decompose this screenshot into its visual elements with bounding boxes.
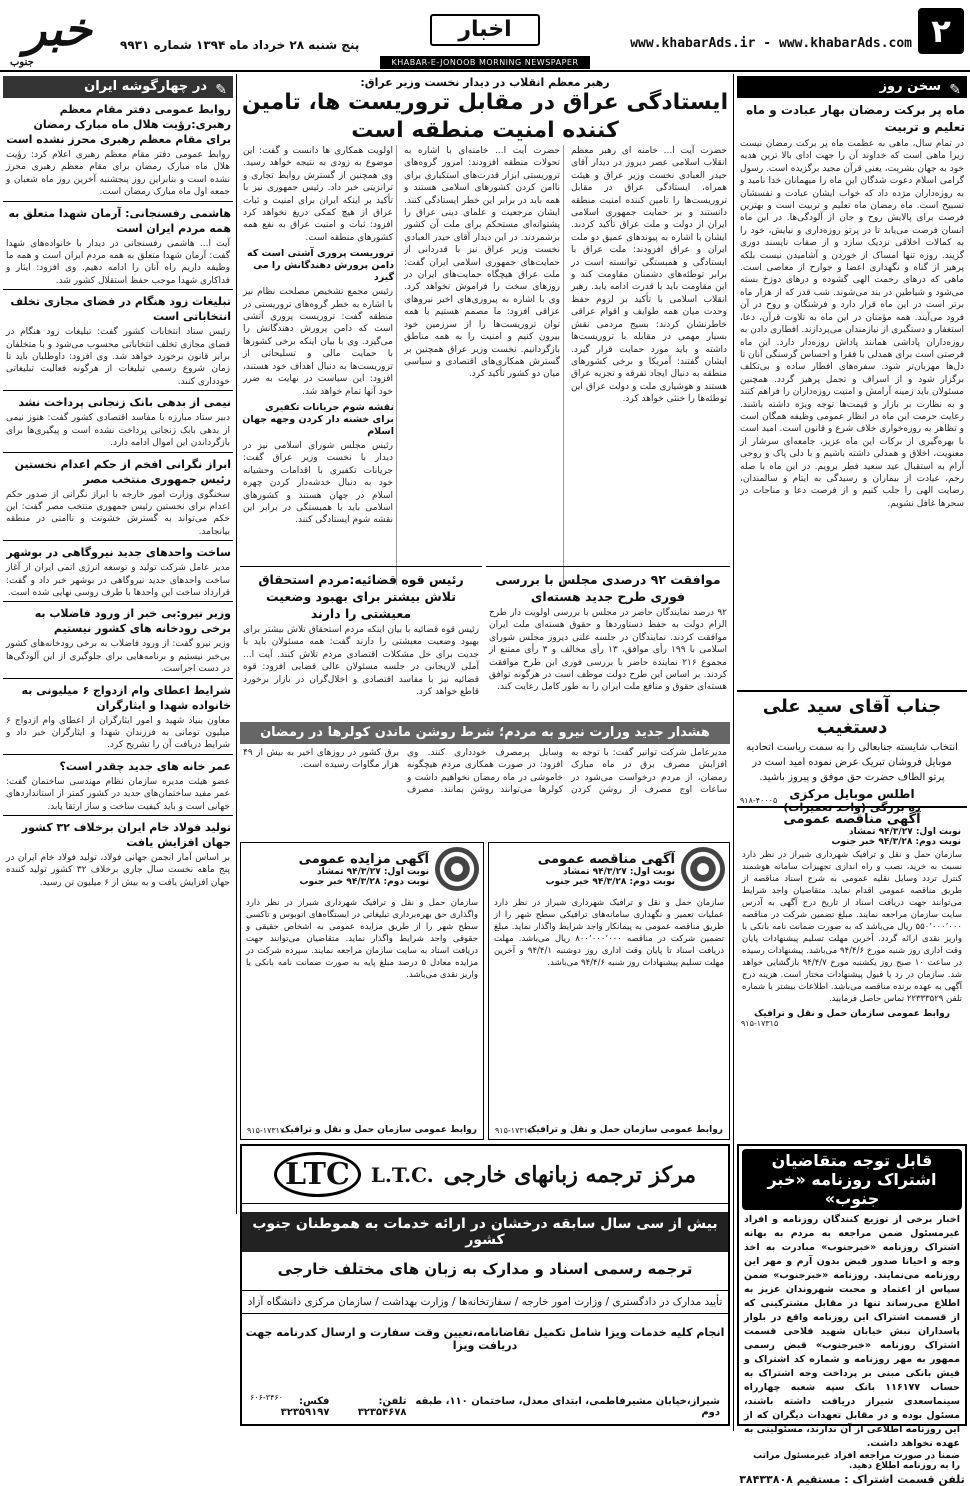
ltc-service: ترجمه رسمی اسناد و مدارک به زبان های مختلف خارجی	[277, 1260, 693, 1278]
masthead	[0, 0, 970, 72]
power-body: مدیرعامل شرکت توانیر گفت: با توجه به افزایش مصرف برق در ماه مبارک رمضان، از مردم درخواست می‌شود در ساعات اوج مصرف از روشن کردن وسایل پرمصرف خودداری کنند. وی افزود: در صورت همکاری مردم هیچگونه خاموشی در ماه رمضان نخواهیم داشت و کولرها می‌توانند روشن بمانند. مصرف برق کشور در روزهای اخیر به بیش از ۴۹ هزار مگاوات رسیده است.	[243, 748, 727, 796]
regional-news-item	[3, 540, 233, 599]
editorial-column	[737, 76, 967, 682]
nuclear-body: ۹۲ درصد نمایندگان حاضر در مجلس با بررسی اولویت دار طرح الزام دولت به حفظ دستاوردها و حقوق هسته‌ای ملت ایران موافقت کردند. نمایندگان در جلسه علنی دیروز مجلس شورای اسلامی با ۱۹۹ رأی موافق، ۱۳ رأی مخالف و ۳ رأی ممتنع از مجموع ۲۱۶ نماینده حاضر با بررسی فوری این طرح موافقت کردند. بر اساس این طرح دولت موظف است در هرگونه توافق هسته‌ای حقوق و منافع ملت ایران را به طور کامل رعایت کند.	[489, 608, 727, 693]
regional-header-text: در چهارگوشه ایران	[84, 79, 207, 94]
lead-col-3-body: اولویت همکاری ها دانست و گفت: این موضوع به زودی به نتیجه خواهد رسید. وی همچنین از گسترش روابط تجاری و ترانزیتی خبر داد. رئیس جمهوری نیز با تأکید بر اینکه ایران برای امنیت و ثبات عراق از هیچ کمکی دریغ نخواهد کرد افزود: ثبات و امنیت عراق به نفع همه کشورهای منطقه است.	[243, 146, 393, 243]
auction-footer: روابط عمومی سازمان حمل و نقل و ترافیک	[281, 1125, 477, 1135]
auction-meta	[299, 852, 429, 887]
auction-head	[241, 843, 483, 895]
regional-news-body: عضو هیئت مدیره سازمان نظام مهندسی ساختمان گفت: عمر مفید ساختمان‌های جدید در کشور کمتر از استانداردهای جهانی است و باید کیفیت ساخت و ساز ارتقا یابد.	[6, 776, 230, 812]
subscription-header-2: اشتراک روزنامه «خبر جنوب»	[767, 1170, 937, 1208]
ltc-ad	[240, 1144, 730, 1426]
tender-title: آگهی مناقصه عمومی	[783, 812, 921, 827]
regional-news-column	[3, 76, 233, 1140]
regional-news-item	[3, 815, 233, 889]
subscription-body: اخبار برخی از توزیع کنندگان روزنامه و افراد غیرمسئول ضمن مراجعه به مردم به بهانه اشتراک روزنامه «خبرجنوب» مبادرت به اخذ وجه و احیانا صدور قبض بدون آرم و مهر این روزنامه می‌نمایند. روزنامه «خبرجنوب» ضمن سپاس از اعتماد و محبت شهروندان عزیز به اطلاع می‌رساند تنها در مقابل مشترکینی که از قسمت اشتراک این روزنامه واقع در بلوار پاسداران نبش خیابان شهید فلاحی قسمت اشتراک روزنامه «خبرجنوب» قبض رسمی ممهور به مهر روزنامه و شماره کد اشتراک و فیش بانکی مبنی بر پرداخت وجه اشتراک به حساب ۱۱۶۱۷۷ بانک سپه شعبه چهارراه سینماسعدی شیراز دریافت داشته باشند، مسئول بوده و در مقابل تعهدات دیگران که از این روزنامه اطلاعی از آن ندارند، مسئولیتی به عهده نخواهد داشت.	[744, 1214, 960, 1449]
regional-news-body: سخنگوی وزارت امور خارجه با ابراز نگرانی از صدور حکم اعدام برای نخستین رئیس جمهوری منتخب مصر گفت: این حکم می‌تواند به گسترش خشونت و ناامنی در منطقه بیانجامد.	[6, 489, 230, 537]
english-name: KHABAR-E-JONOOB MORNING NEWSPAPER	[380, 56, 590, 69]
pen-icon: ✎	[949, 82, 961, 98]
regional-news-item	[3, 452, 233, 539]
tender-center-line: نوبت دوم: ۹۴/۳/۲۸ خبر جنوب	[545, 876, 675, 887]
section-title: اخبار	[430, 14, 540, 46]
shiraz-emblem-icon	[681, 847, 725, 891]
regional-news-title: ابراز نگرانی افخم از حکم اعدام نخستین رئیس جمهوری منتخب مصر	[14, 457, 231, 486]
tender-center-line: نوبت اول: ۹۴/۳/۲۷ تمشاد	[562, 866, 675, 877]
subscription-header-1: قابل توجه متقاضیان	[771, 1151, 933, 1170]
shiraz-emblem-icon	[435, 847, 479, 891]
editorial-header	[737, 76, 967, 98]
lead-col-3-body-b: رئیس مجمع تشخیص مصلحت نظام نیز با اشاره به خطر گروه‌های تروریستی در منطقه گفت: تروریست پروری آتشی است که دامن پرورش دهندگانش را می‌گیرد. وی با بیان اینکه برخی کشورها با حمایت مالی و تسلیحاتی از تروریست‌ها به دنبال اهداف خود هستند، افزود: این سیاست در نهایت به ضرر خود آنها تمام خواهد شد.	[243, 287, 393, 397]
tender-center-footer: روابط عمومی سازمان حمل و نقل و ترافیک	[527, 1125, 723, 1135]
regional-news-item	[3, 678, 233, 752]
editorial-header-text: سخن روز	[879, 79, 941, 94]
lead-subhead-1: تروریست پروری آشتی است که دامن پرورش دهندگانش را می گیرد	[247, 248, 394, 284]
ltc-visa: انجام کلیه خدمات ویزا شامل تکمیل تقاضانامه،تعیین وقت سفارت و ارسال کدرنامه جهت دریافت ویزا	[245, 1326, 725, 1352]
auction-body: سازمان حمل و نقل و ترافیک شهرداری شیراز در نظر دارد واگذاری حق بهره‌برداری تبلیغاتی در ایستگاه‌های اتوبوس و تاکسی سطح شهر را از طریق مزایده عمومی به اشخاص حقیقی و حقوقی واجد شرایط واگذار نماید. متقاضیان می‌توانند جهت دریافت اسناد به سایت سازمان مراجعه نمایند. سپرده شرکت در مزایده معادل ۵ درصد مبلغ پایه به صورت ضمانت نامه بانکی یا واریز نقدی می‌باشد.	[246, 898, 478, 980]
tender-ad-center	[488, 842, 730, 1140]
subscription-notice	[737, 1144, 967, 1486]
regional-news-title: تولید فولاد خام ایران برخلاف ۳۲ کشور جهان افزایش یافت	[21, 821, 231, 849]
lead-col-3	[240, 145, 397, 585]
regional-news-title: هاشمی رفسنجانی: آرمان شهدا متعلق به همه مردم ایران است	[8, 206, 231, 235]
regional-news-body: آیت ا... هاشمی رفسنجانی در دیدار با خانواده‌های شهدا گفت: آرمان شهدا متعلق به همه مردم ایران است و همه ما وظیفه داریم راه آنان را ادامه دهیم. وی افزود: ایثار و فداکاری شهدا موجب حفظ استقلال کشور شد.	[6, 238, 230, 286]
lead-story	[240, 76, 730, 564]
auction-line: نوبت اول: ۹۴/۳/۲۷ تمشاد	[316, 866, 429, 877]
auction-title: آگهی مزایده عمومی	[298, 851, 429, 867]
ltc-tel[interactable]: تلفن: ۳۲۳۵۴۶۷۸	[357, 1396, 407, 1418]
page-number: ۲	[918, 8, 964, 54]
ltc-brand: L.T.C.	[370, 1162, 434, 1187]
regional-news-item	[3, 102, 233, 199]
regional-news-title: تبلیغات زود هنگام در فضای مجازی تخلف انتخاباتی است	[10, 295, 231, 324]
tender-line: نوبت دوم: ۹۴/۳/۲۸ خبر جنوب	[831, 837, 961, 847]
regional-news-title: روابط عمومی دفتر مقام معظم رهبری:رؤیت هلال ماه مبارک رمضان برای مقام معظم رهبری محرز نشده است	[6, 103, 231, 146]
tender-body: سازمان حمل و نقل و ترافیک شهرداری شیراز در نظر دارد نسبت به خرید، نصب و راه اندازی تجهیزات سامانه هوشمند کنترل تردد وسایل نقلیه عمومی به شرح اسناد مناقصه از طریق مناقصه عمومی اقدام نماید. متقاضیان واجد شرایط می‌توانند جهت دریافت اسناد از تاریخ درج آگهی به آدرس سایت سازمان مراجعه نمایند. مبلغ تضمین شرکت در مناقصه ۵۵۰٬۰۰۰٬۰۰۰ ریال می‌باشد که به صورت ضمانت نامه بانکی یا واریز نقدی ارائه گردد. آخرین مهلت تسلیم پیشنهادات پایان وقت اداری روز شنبه مورخ ۹۴/۴/۶ می‌باشد. پیشنهادات رسیده در ساعت ۱۰ صبح روز یکشنبه مورخ ۹۴/۴/۷ بازگشایی خواهد شد. سازمان در رد یا قبول پیشنهادات مختار است. هزینه درج آگهی به عهده برنده مناقصه می‌باشد. اطلاعات بیشتر با شماره تلفن ۲۲۳۳۳۵۲۹ تماس حاصل فرمایید.	[742, 850, 962, 1004]
logo-text: خبر	[24, 2, 92, 56]
judiciary-body: رئیس قوه قضائیه با بیان اینکه مردم استحقاق تلاش بیشتر برای بهبود وضعیت معیشتی را دارند گفت: همه مسئولان باید با جدیت برای حل مشکلات اقتصادی مردم تلاش کنند. آیت ا... آملی لاریجانی در جلسه مسئولان عالی قضایی افزود: قوه قضائیه نیز با مفاسد اقتصادی و اخلال‌گران در بازار برخورد قاطع خواهد کرد.	[243, 625, 479, 698]
tender-code: ۹۱۵-۱۷۳۱۵	[741, 1019, 779, 1028]
regional-news-body: رئیس ستاد انتخابات کشور گفت: تبلیغات زود هنگام در فضای مجازی تخلف انتخاباتی محسوب می‌شود و با متخلفان برابر قانون برخورد خواهد شد. وی افزود: داوطلبان باید تا زمان شروع رسمی تبلیغات از هرگونه فعالیت تبلیغاتی خودداری کنند.	[6, 327, 230, 387]
regional-news-title: عمر خانه های جدید چقدر است؟	[59, 759, 231, 773]
editorial-body: در تمام سال، ماهی به عظمت ماه پر برکت رمضان نیست زیرا ماهی است که خداوند آن را جهت ادای بالا ترین هدیه خود به جهان بشریت، یعنی قرآن مجید برگزیده است. رسول گرامی اسلام دعوت شدگان این ماه را میهمانان خدا نامید و به روزه‌داران مژده داد که خواب ایشان عبادت و نفسشان تسبیح است. ماه رمضان ماه تعلیم و تربیت است و بهترین فرصت برای پالایش روح و جان از آلودگی‌ها. در این ماه انسان فرصت می‌یابد تا در پرتو روزه‌داری و نیایش، خود را به کمالات اخلاقی نزدیک سازد و از صفات ناپسند دوری گزیند. روزه تنها امساک از خوردن و آشامیدن نیست بلکه پرهیز از گناه و نگهداری اعضا و جوارح از معاصی است. ماهی که درهای رحمت الهی گشوده و درهای دوزخ بسته می‌شود و شیاطین در بند می‌شوند. شب قدر که از هزار ماه برتر است در این ماه قرار دارد و فرشتگان و روح در آن فرود می‌آیند. همه مؤمنان در این ماه به تلاوت قرآن، دعا، استغفار و دستگیری از نیازمندان می‌پردازند. افطاری دادن به روزه‌داران پاداشی همانند پاداش روزه‌دار دارد. این ماه فرصتی است برای همدلی با فقرا و احساس گرسنگی آنان تا دل‌ها مهربان‌تر شود. سفره‌های افطار ساده و بی‌تکلف برگزار شود و از اسراف و تجمل پرهیز گردد. همچنین مسئولان باید زمینه آرامش و امنیت روزه‌داران را فراهم کنند و به نظارت بر بازار و قیمت‌ها توجه ویژه داشته باشند. رعایت حرمت این ماه در انظار عمومی وظیفه همگان است و تظاهر به روزه‌خواری خلاف شرع و قانون است. امید است با بهره‌گیری از برکات این ماه عزیز، جامعه‌ای سرشار از معنویت، اخلاق و همدلی داشته باشیم و با دلی پاک و روحی آرام به استقبال عید سعید فطر برویم. در این ماه با صله رحم، عیادت از بیماران و رسیدگی به ایتام و سالمندان، رضایت الهی را جلب کنیم و از فرصت دعا و مناجات در سحرها غافل نشویم.	[740, 139, 964, 509]
site-url[interactable]: www.khabarAds.ir - www.khabarAds.com	[630, 36, 912, 51]
tender-center-body: سازمان حمل و نقل و ترافیک شهرداری شیراز در نظر دارد عملیات تعمیر و نگهداری سامانه‌های ترافیکی سطح شهر را از طریق مناقصه عمومی به پیمانکار واجد شرایط واگذار نماید. مبلغ تضمین شرکت در مناقصه ۸۰۰٬۰۰۰٬۰۰۰ ریال می‌باشد. مهلت دریافت اسناد تا پایان وقت اداری روز دوشنبه ۹۴/۴/۱ و آخرین مهلت تسلیم پیشنهادات روز شنبه ۹۴/۴/۶ می‌باشد.	[494, 898, 724, 968]
congrats-body: انتخاب شایسته جنابعالی را به سمت ریاست اتحادیه موبایل فروشان تبریک عرض نموده امید است در پرتو الطاف حضرت حق موفق و پیروز باشید.	[746, 742, 958, 783]
news-power	[240, 722, 730, 838]
lead-col-2: حضرت آیت ا... خامنه‌ای با اشاره به تحولات منطقه افزودند: امروز گروه‌های تروریستی ابزار قدرت‌های استکباری برای ناامن کردن کشورهای اسلامی هستند و همه باید در برابر این خطر ایستادگی کنند. ایشان مرجعیت و علمای دینی عراق را پشتوانه‌ای مستحکم برای ملت آن کشور برشمردند. در این دیدار آقای حیدر العبادی نخست وزیر عراق نیز با قدردانی از حمایت‌های جمهوری اسلامی ایران گفت: ملت عراق هیچگاه حمایت‌های ایران در روزهای سخت را فراموش نخواهد کرد. وی با اشاره به پیروزی‌های اخیر نیروهای عراقی افزود: ما مصمم هستیم با همه توان تروریست‌ها را از سرزمین خود بیرون کنیم و امنیت را به همه مناطق بازگردانیم. نخست وزیر عراق همچنین بر گسترش همکاری‌های اقتصادی و سیاسی میان دو کشور تأکید کرد.	[401, 145, 564, 585]
news-nuclear	[486, 566, 730, 718]
congrats-sender-sub: ده بزرگی (واحد تعمیرات)	[783, 801, 921, 814]
lead-col-3-body-c: رئیس مجلس شورای اسلامی نیز در دیدار با نخست وزیر عراق گفت: جریانات تکفیری با اقدامات وحشیانه خود به دنبال خدشه‌دار کردن چهره اسلام در جهان هستند و کشورهای اسلامی باید با همبستگی در برابر این نقشه شوم ایستادگی کنند.	[243, 440, 393, 526]
regional-news-title: شرایط اعطای وام ازدواج ۶ میلیونی به خانواده شهدا و ایثارگران	[21, 683, 231, 712]
regional-news-title: نیمی از بدهی بانک زنجانی پرداخت نشد	[18, 396, 231, 410]
pen-icon: ✎	[215, 82, 227, 98]
subscription-header	[742, 1149, 962, 1210]
lead-subhead-2: نقشه شوم جریانات تکفیری برای خشنه دار کردن وجهه جهان اسلام	[242, 401, 394, 437]
regional-news-body: روابط عمومی دفتر مقام معظم رهبری اعلام کرد: رؤیت هلال ماه مبارک رمضان برای مقام معظم رهبری محرز نشده است و بنابراین روز پنجشنبه آخرین روز ماه شعبان و جمعه اول ماه مبارک رمضان است.	[6, 150, 230, 198]
regional-news-item	[3, 201, 233, 288]
ltc-logo: LTC	[274, 1152, 361, 1197]
logo-sub: جنوب	[10, 57, 34, 68]
tender-center-code: ۹۱۵-۱۷۳۱۶	[495, 1126, 533, 1135]
ltc-address: شیراز،خیابان مشیرفاطمی، ابتدای معدل، ساختمان ۱۱۰، طبقه دوم	[415, 1396, 720, 1418]
ltc-tagline: بیش از سی سال سابقه درخشان در ارائه خدمات به هموطنان جنوب کشور	[242, 1212, 728, 1252]
lead-kicker: رهبر معظم انقلاب در دیدار نخست وزیر عراق:	[360, 76, 610, 89]
auction-line: نوبت دوم: ۹۴/۳/۲۸ خبر جنوب	[299, 876, 429, 887]
ad-code: ۹۱۸-۴۰۰۰۵	[740, 796, 778, 805]
tender-ad-right	[737, 812, 967, 1140]
subscription-note: ضمنا در صورت مراجعه افراد غیرمسئول مراتب را به روزنامه اطلاع دهید.	[753, 1451, 960, 1471]
tender-line: نوبت اول: ۹۴/۳/۲۷ تمشاد	[848, 827, 961, 837]
editorial-title: ماه پر برکت رمضان بهار عبادت و ماه تعلیم و تربیت	[746, 103, 965, 134]
dateline: پنج شنبه ۲۸ خرداد ماه ۱۳۹۴ شماره ۹۹۳۱	[120, 38, 360, 52]
newspaper-logo	[4, 2, 112, 68]
regional-news-body: وزیر نیرو گفت: از ورود فاضلاب به برخی رودخانه‌های کشور بی‌خبر نیستیم و برنامه‌هایی برای جلوگیری از این آلودگی‌ها در دست اجراست.	[6, 639, 230, 675]
congratulation-ad	[737, 690, 967, 814]
regional-news-body: معاون بنیاد شهید و امور ایثارگران از اعطای وام ازدواج ۶ میلیون تومانی به فرزندان شهدا و ایثارگران خبر داد و شرایط دریافت آن را تشریح کرد.	[6, 715, 230, 751]
phone-label: تلفن قسمت اشتراک : مستقیم	[796, 1473, 965, 1486]
auction-ad	[240, 842, 484, 1140]
regional-news-body: مدیر عامل شرکت تولید و توسعه انرژی اتمی ایران از آغاز ساخت واحدهای جدید نیروگاهی در بوشهر خبر داد و گفت: قرارداد ساخت این واحدها با طرف روسی نهایی شده است.	[6, 563, 230, 598]
ltc-contact	[250, 1396, 720, 1418]
tender-center-title: آگهی مناقصه عمومی	[537, 851, 675, 867]
auction-code: ۹۱۵-۱۷۳۱۷	[247, 1126, 285, 1135]
news-judiciary	[240, 566, 482, 718]
regional-news-title: ساخت واحدهای جدید نیروگاهی در بوشهر	[6, 546, 231, 560]
lead-headline: ایستادگی عراق در مقابل تروریست ها، تامین کننده امنیت منطقه است	[241, 90, 729, 143]
congrats-sender: اطلس موبایل مرکزی	[789, 787, 915, 801]
regional-news-body: بر اساس آمار انجمن جهانی فولاد، تولید فولاد خام ایران در پنج ماهه نخست سال جاری برخلاف ۳۲ کشور تولید کننده جهان افزایش یافت و به بیش از ۶ میلیون تن رسید.	[6, 853, 230, 888]
subscription-phone	[739, 1473, 965, 1486]
ltc-endorse: تأیید مدارک در دادگستری / وزارت امور خارجه / سفارتخانه‌ها / وزارت بهداشت / سازمان مرکزی دانشگاه آزاد	[242, 1290, 728, 1314]
regional-news-item	[3, 754, 233, 813]
regional-news-item	[3, 390, 233, 449]
ltc-fax: فکس: ۳۲۳۵۹۱۹۷	[280, 1396, 330, 1418]
ltc-code: ۶۰۶-۳۴۶۰	[250, 1393, 283, 1402]
regional-news-list	[3, 102, 233, 889]
regional-news-title: وزیر نیرو:بی خبر از ورود فاضلاب به برخی رودخانه های کشور نیستیم	[34, 607, 231, 636]
tender-footer: روابط عمومی سازمان حمل و نقل و ترافیک	[754, 1009, 950, 1019]
nuclear-title: موافقت ۹۲ درصدی مجلس با بررسی فوری طرح جدید هسته‌ای	[495, 572, 721, 604]
tender-center-head	[489, 843, 729, 895]
regional-news-item	[3, 289, 233, 388]
column-divider	[733, 74, 734, 1431]
regional-news-item	[3, 601, 233, 675]
regional-news-body: دبیر ستاد مبارزه با مفاسد اقتصادی کشور گفت: هنوز نیمی از بدهی بابک زنجانی پرداخت نشده است و پیگیری‌ها برای بازگرداندن این اموال ادامه دارد.	[6, 413, 230, 449]
tender-center-meta	[538, 852, 675, 887]
column-divider	[236, 74, 237, 1214]
ltc-head	[242, 1152, 728, 1204]
regional-header	[3, 76, 233, 98]
power-title: هشدار جدید وزارت نیرو به مردم؛ شرط روشن ماندن کولرها در رمضان	[240, 722, 730, 744]
congrats-title: جناب آقای سید علی دستغیب	[762, 696, 942, 738]
judiciary-title: رئیس قوه قضائیه:مردم استحقاق تلاش بیشتر برای بهبود وضعیت معیشتی را دارند	[258, 572, 464, 621]
lead-columns	[240, 145, 730, 585]
ltc-title: مرکز ترجمه زبانهای خارجی	[443, 1161, 697, 1188]
phone-number[interactable]: ۳۸۴۳۳۸۰۸	[739, 1473, 793, 1486]
lead-col-1: حضرت آیت ا... خامنه ای رهبر معظم انقلاب اسلامی عصر دیروز در دیدار آقای حیدر العبادی نخست وزیر عراق و هیئت همراه، ایستادگی عراق در مقابل تروریست‌ها را تامین کننده امنیت منطقه دانستند و بر حمایت جمهوری اسلامی ایران از دولت و ملت عراق تأکید کردند. ایشان با اشاره به پیوندهای عمیق دو ملت ایران و عراق افزودند: ملت عراق با ایستادگی و همبستگی توانسته است در برابر توطئه‌های دشمنان مقاومت کند و این مقاومت باید با قدرت ادامه یابد. رهبر انقلاب اسلامی با تأکید بر لزوم حفظ وحدت میان همه طوایف و اقوام عراقی خاطرنشان کردند: بسیج مردمی نقش بسیار مهمی در مقابله با تروریست‌ها داشته و باید مورد حمایت قرار گیرد. ایشان گفتند: آمریکا و برخی کشورهای منطقه به دنبال ایجاد تفرقه و تجزیه عراق هستند و هوشیاری ملت و دولت عراق این توطئه‌ها را خنثی خواهد کرد.	[571, 146, 727, 405]
